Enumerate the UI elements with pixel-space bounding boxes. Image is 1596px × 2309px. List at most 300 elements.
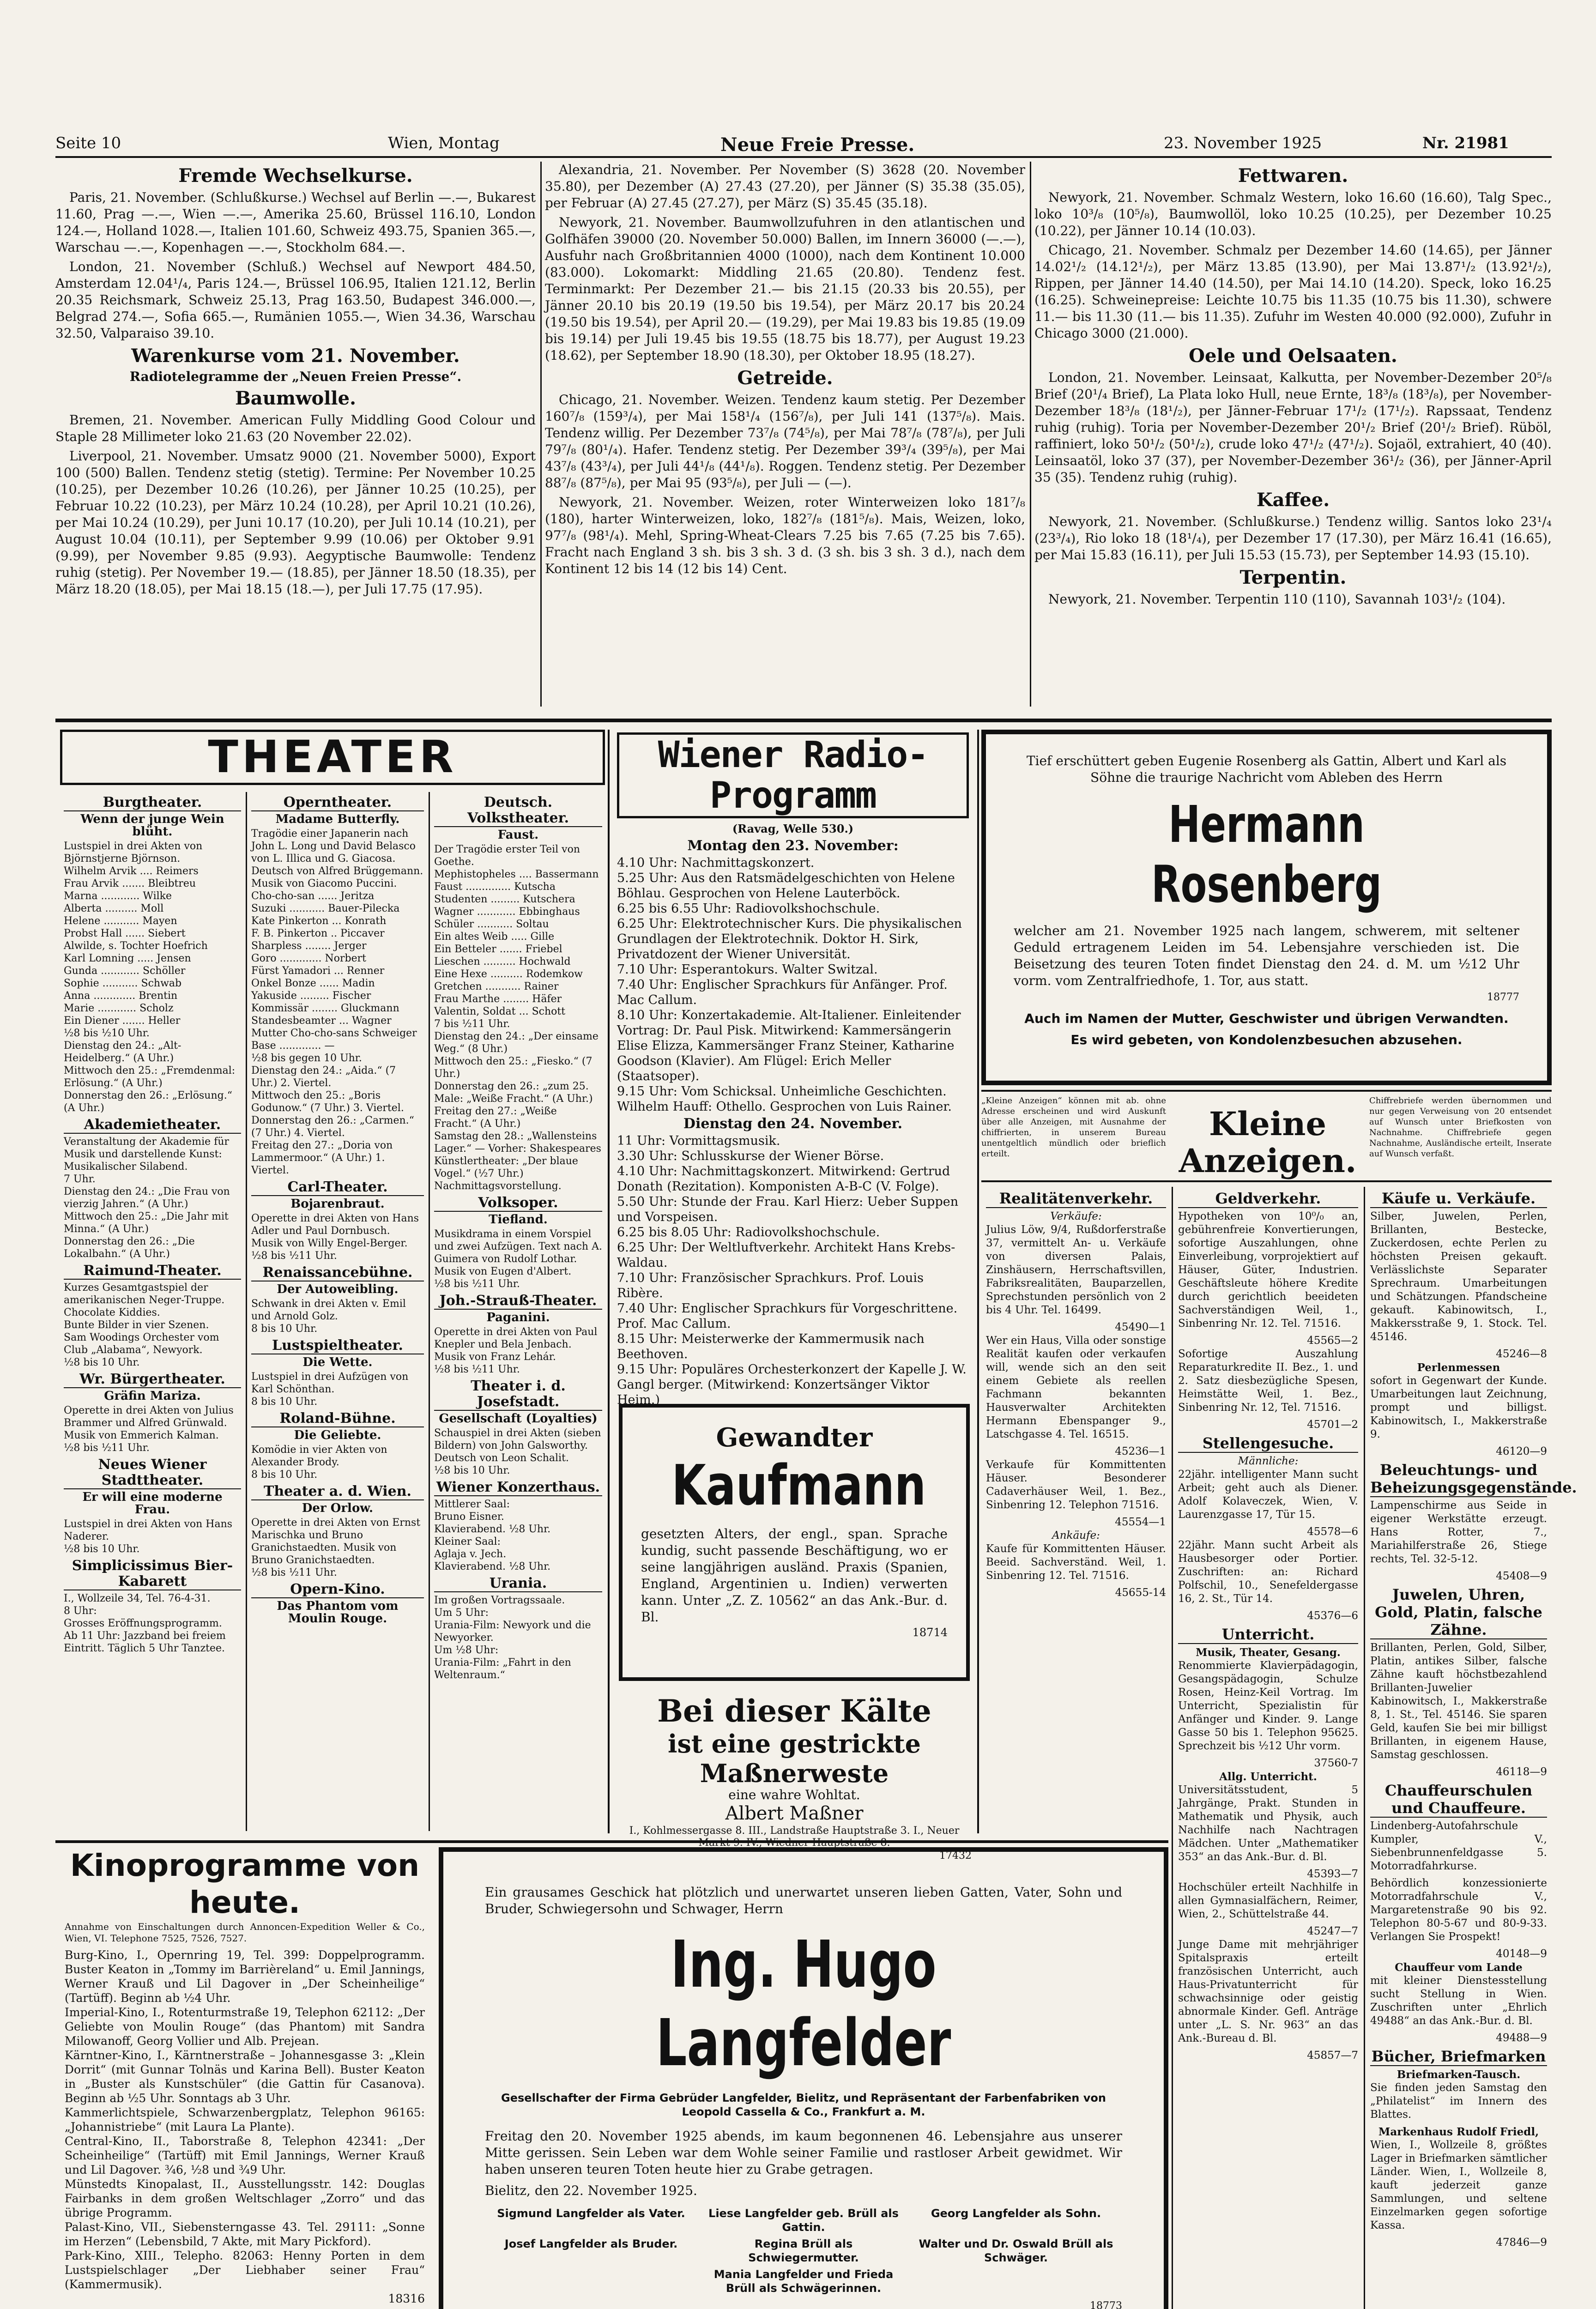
- theater-column-2: [248, 792, 428, 1840]
- ad-number: 45246—8: [1496, 1348, 1547, 1360]
- cast-line: Frau Arvik ....... Bleibtreu: [64, 878, 196, 889]
- obituary-place: Bielitz, den 22. November 1925.: [485, 2183, 697, 2198]
- theater-banner: THEATER: [60, 730, 605, 785]
- cast-line: Kurzes Gesamtgastspiel der amerikanischen Neger-Truppe.: [64, 1282, 225, 1306]
- cast-line: Veranstaltung der Akademie für Musik und darstellende Kunst:: [64, 1136, 230, 1160]
- ad-text: mit kleiner Dienstesstellung sucht Stellung in Wien. Zuschriften unter „Ehrlich 49488“ an das Ank.-Bur. d. Bl.: [1370, 1975, 1547, 2027]
- cast-line: Standesbeamter ... Wagner: [251, 1015, 392, 1027]
- cast-line: Probst Hall ...... Siebert: [64, 928, 186, 939]
- theater-name: Theater a. d. Wien.: [251, 1484, 424, 1500]
- paragraph: London, 21. November. Leinsaat, Kalkutta, per November-Dezember 20⁵/₈ Brief (20¹/₄ Brief), La Plata loko Hull, neue Ernte, 18³/₈ (18³/₈), per November-Dezember 18³/₈ (18¹/₂), per Jänner-Februar 17¹/₂ (17¹/₂). Rapssaat, Tendenz ruhig (ruhig). Toria per November-Dezember 20¹/₂ Brief (20¹/₂ Brief). Rüböl, raffiniert, loko 50¹/₂ (50¹/₂), crude loko 47¹/₂ (47¹/₂). Sojaöl, extrahiert, 40 (40). Leinsaatöl, loko 37 (37), per November-Dezember 36¹/₂ (36), per Jänner-April 35 (35). Tendenz ruhig (ruhig).: [1034, 370, 1552, 485]
- cast-list: [64, 840, 241, 1114]
- ad-number: 45393—7: [1307, 1868, 1358, 1880]
- cast-line: Lustspiel in drei Aufzügen von Karl Schönthan.: [251, 1371, 409, 1395]
- cast-line: Freitag den 27.: „Weiße Fracht.“ (A Uhr.): [434, 1106, 557, 1130]
- play-title: Gesellschaft (Loyalties): [439, 1412, 598, 1426]
- ad-text: gesetzten Alters, der engl., span. Sprache kundig, sucht passende Beschäftigung, wo er seine langjährigen ausländ. Praxis (Spanien, England, Argentinien u. Indien) verwerten kann. Unter „Z. Z. 10562“ an das Ank.-Bur. d. Bl.: [641, 1526, 948, 1625]
- cast-line: ½8 bis 10 Uhr.: [64, 1357, 140, 1368]
- cast-line: Musikalischer Silabend.: [64, 1161, 188, 1173]
- cast-line: Sophie ........... Schwab: [64, 978, 182, 989]
- cast-line: Onkel Bonze ...... Madin: [251, 978, 375, 989]
- section-heading: Baumwolle.: [235, 387, 356, 409]
- signature: Mania Langfelder und Frieda Brüll als Schwägerinnen.: [713, 2268, 894, 2295]
- radio-item: 7.10 Uhr: Französischer Sprachkurs. Prof. Louis Ribère.: [617, 1271, 924, 1300]
- theater-name: Simplicissimus Bier-Kabarett: [64, 1558, 241, 1590]
- kaufmann-ad: [619, 1404, 970, 1681]
- obituary-footer: Es wird gebeten, von Kondolenzbesuchen abzusehen.: [1070, 1032, 1463, 1047]
- cast-line: Tragödie einer Japanerin nach John L. Long und David Belasco von L. Illica und G. Giacosa. Deutsch von Alfred Brüggemann. Musik von Giacomo Puccini.: [251, 828, 423, 889]
- radio-day: Dienstag den 24. November.: [683, 1116, 903, 1132]
- cast-line: Ein Diener ....... Heller: [64, 1015, 181, 1027]
- ad-number: 45565—2: [1307, 1335, 1358, 1347]
- cast-line: Sharpless ........ Jerger: [251, 940, 367, 952]
- cast-line: Fürst Yamadori ... Renner: [251, 965, 385, 977]
- cast-line: Bruno Eisner.: [434, 1511, 504, 1523]
- cast-line: Dienstag den 24.: „Alt-Heidelberg.“ (A Uhr.): [64, 1040, 181, 1064]
- theater-name: Burgtheater.: [64, 795, 241, 811]
- section-heading: Terpentin.: [1239, 567, 1347, 588]
- radio-subtitle: (Ravag, Welle 530.): [732, 822, 854, 835]
- paragraph: London, 21. November (Schluß.) Wechsel auf Newport 484.50, Amsterdam 12.04¹/₄, Paris 124.—, Brüssel 106.95, Italien 121.12, Berlin 20.35 Reichsmark, Schweiz 25.13, Prag 163.50, Budapest 346.000.—, Belgrad 274.—, Sofia 665.—, Rumänien 1055.—, Wien 34.36, Warschau 32.50, Valparaiso 39.10.: [55, 259, 536, 341]
- market-column-3: [1034, 162, 1552, 716]
- small-ads-header: [981, 1090, 1552, 1182]
- column-rule: [608, 730, 610, 1833]
- paragraph: Bremen, 21. November. American Fully Middling Good Colour und Staple 28 Millimeter loko 21.63 (20 November 22.02).: [55, 412, 536, 444]
- ad-name: ist eine gestrickte Maßnerweste: [668, 1729, 921, 1788]
- cast-line: Urania-Film: „Fahrt in den Weltenraum.“: [434, 1657, 571, 1681]
- section-heading: Fremde Wechselkurse.: [178, 165, 413, 187]
- obituary-intro: Tief erschüttert geben Eugenie Rosenberg als Gattin, Albert und Karl als Söhne die traurige Nachricht vom Ableben des Herrn: [1026, 753, 1507, 785]
- cast-line: Gretchen ........... Rainer: [434, 981, 559, 992]
- ad-number: 45554—1: [1115, 1516, 1166, 1528]
- cast-line: F. B. Pinkerton .. Piccaver: [251, 928, 385, 939]
- radio-title: Wiener Radio-Programm: [617, 732, 969, 818]
- obituary-role: Gesellschafter der Firma Gebrüder Langfelder, Bielitz, und Repräsentant der Farbenfabriken von Leopold Cassella & Co., Frankfurt a. M.: [501, 2091, 1106, 2118]
- paragraph: Newyork, 21. November. Baumwollzufuhren in den atlantischen und Golfhäfen 39000 (20. November 50.000) Ballen, im Innern 36000 (—.—), Ausfuhr nach Großbritannien 4000 (1000), nach dem Kontinent 10.000 (83.000). Lokomarkt: Middling 21.65 (20.80). Tendenz fest. Terminmarkt: Per Dezember 21.— bis 21.15 (20.33 bis 20.55), per Jänner 20.10 bis 20.19 (19.50 bis 19.54), per März 20.17 bis 20.24 (19.50 bis 19.54), per April 20.— (19.29), per Mai 19.83 bis 19.85 (19.09 bis 19.14) per Juli 19.45 bis 19.55 (18.75 bis 18.77), per August 19.23 (18.62), per September 18.90 (18.30), per Oktober 18.95 (18.27).: [545, 215, 1025, 363]
- cast-line: Freitag den 27.: „Doria von Lammermoor.“ (A Uhr.) 1. Viertel.: [251, 1140, 393, 1176]
- paragraph: Newyork, 21. November. Terpentin 110 (110), Savannah 103¹/₂ (104).: [1048, 592, 1506, 607]
- paper-title: Neue Freie Presse.: [720, 134, 915, 156]
- cinema-intro: Annahme von Einschaltungen durch Annoncen-Expedition Weller & Co., Wien, VI. Telephone 7525, 7526, 7527.: [65, 1921, 425, 1944]
- ad-text: Wer ein Haus, Villa oder sonstige Realität kaufen oder verkaufen will, wende sich an den seit einem Gebiete als reellen Fachmann bekannten Hausverwalter Architekten Hermann Ebenspanger 9., Latschgasse 4. Tel. 16515.: [986, 1335, 1166, 1440]
- theater-name: Carl-Theater.: [251, 1179, 424, 1196]
- cast-line: Alberta .......... Moll: [64, 903, 164, 914]
- ad-text: Verkaufe für Kommittenten Häuser. Besonderer Cadaverhäuser Weil, 1. Bez., Sinbenring 12. Telephon 71516.: [986, 1459, 1166, 1511]
- cast-line: Kleiner Saal:: [434, 1536, 501, 1547]
- cast-line: Sam Woodings Orchester vom Club „Alabama“, Newyork.: [64, 1332, 219, 1356]
- obituary-number: 18773: [1090, 2300, 1122, 2309]
- ad-heading: Bei dieser Kälte: [657, 1693, 931, 1729]
- play-title: Bojarenbraut.: [290, 1197, 385, 1211]
- cast-line: Ab 11 Uhr: Jazzband bei freiem Eintritt. Täglich 5 Uhr Tanztee.: [64, 1630, 226, 1654]
- cinema-item: Burg-Kino, I., Opernring 19, Tel. 399: Doppelprogramm. Buster Keaton in „Tommy im Barrièreland“ u. Emil Jannings, Werner Krauß und Lil Dagover in „Der Scheinheilige“ (Tartüff). Beginn ab ½4 Uhr.: [65, 1948, 425, 2005]
- massner-ad: [614, 1690, 974, 1862]
- realty-column: [981, 1187, 1171, 1833]
- play-title: Madame Butterfly.: [275, 812, 400, 826]
- cast-line: Um ½8 Uhr:: [434, 1644, 499, 1656]
- cast-line: Wagner ............ Ebbinghaus: [434, 906, 580, 918]
- ad-number: 45236—1: [1115, 1445, 1166, 1457]
- theater-name: Urania.: [434, 1576, 602, 1592]
- radio-item: 8.15 Uhr: Meisterwerke der Kammermusik nach Beethoven.: [617, 1332, 925, 1361]
- ad-number: 45490—1: [1115, 1321, 1166, 1333]
- cinema-programs: [60, 1847, 429, 2309]
- theater-column-1: [60, 792, 245, 1840]
- cast-line: Schwank in drei Akten v. Emil und Arnold Golz.: [251, 1298, 406, 1322]
- cast-list: [64, 1404, 241, 1454]
- theater-name: Renaissancebühne.: [251, 1265, 424, 1281]
- radio-item: 8.10 Uhr: Konzertakademie. Alt-Italiener. Einleitender Vortrag: Dr. Paul Pisk. Mitwirkend: Kammersängerin Elise Elizza, Kammersänger Franz Steiner, Katharine Goodson (Klavier). Am Flügel: Erich Meller (Staatsoper).: [617, 1008, 961, 1083]
- paragraph: Newyork, 21. November. Weizen, roter Winterweizen loko 181⁷/₈ (180), harter Winterweizen, loko, 182⁷/₈ (181⁵/₈). Mais, Weizen, loko, 97⁷/₈ (98¹/₄). Mehl, Spring-Wheat-Clears 7.25 bis 7.65 (7.25 bis 7.65). Fracht nach England 3 sh. bis 3 sh. 3 d. (3 sh. bis 3 sh. 3 d.), nach dem Kontinent 12 bis 14 (12 bis 14) Cent.: [545, 495, 1025, 576]
- ad-number: 45655-14: [1115, 1587, 1166, 1599]
- market-column-1: [55, 162, 536, 716]
- ad-number: 40148—9: [1496, 1948, 1547, 1960]
- cast-line: 7 Uhr.: [64, 1173, 96, 1185]
- theater-name: Roland-Bühne.: [251, 1411, 424, 1427]
- obituary-text: Freitag den 20. November 1925 abends, im kaum begonnenen 46. Lebensjahre aus unserer Mitte gerissen. Sein Leben war dem Wohle seiner Familie und rastloser Arbeit gewidmet. Wir haben unseren teuren Toten heute hier zu Grabe getragen.: [485, 2128, 1122, 2177]
- ad-text: 22jähr. Mann sucht Arbeit als Hausbesorger oder Portier. Zuschriften: an: Richard Polfschil, 10., Senefeldergasse 16, 2. St., Tür 14.: [1178, 1539, 1358, 1605]
- category-heading: Geldverkehr.: [1178, 1190, 1358, 1208]
- cast-line: Schauspiel in drei Akten (sieben Bildern) von John Galsworthy. Deutsch von Leon Schalit.: [434, 1427, 601, 1464]
- cast-line: ½8 bis ½11 Uhr.: [434, 1278, 520, 1290]
- cast-line: Marna ............ Wilke: [64, 890, 172, 902]
- paragraph: Alexandria, 21. November. Per November (S) 3628 (20. November 35.80), per Dezember (A) 27.43 (27.20), per Jänner (S) 35.38 (35.05), per Februar (A) 27.45 (27.27), per März (S) 35.45 (35.18).: [545, 162, 1025, 211]
- category-subheading: Männliche:: [1238, 1455, 1299, 1467]
- cast-line: Mittwoch den 25.: „Boris Godunow.“ (7 Uhr.) 3. Viertel.: [251, 1090, 404, 1114]
- ad-text: Wien, I., Wollzeile 8, größtes Lager in Briefmarken sämtlicher Länder. Wien, I., Wollzeile 8, kauft jederzeit ganze Sammlungen, und seltene Einzelmarken gegen sofortige Kassa.: [1370, 2139, 1547, 2231]
- cast-list: [64, 1518, 241, 1555]
- cast-line: Donnerstag den 26.: „Die Lokalbahn.“ (A Uhr.): [64, 1236, 195, 1260]
- cast-line: Ein altes Weib ..... Gille: [434, 931, 555, 943]
- paragraph: Newyork, 21. November. Schmalz Western, loko 16.60 (16.60), Talg Spec., loko 10³/₈ (10⁵/₈), Baumwollöl, loko 10.25 (10.25), per Dezember 10.25 (10.22), per Jänner 10.14 (10.03).: [1034, 190, 1552, 238]
- ad-text: Hypotheken von 10⁰/₀ an, gebührenfreie Konvertierungen, sofortige Auszahlungen, ohne Einverleibung, vorprojektiert auf Häuser, Güter, Industrien. Geschäftsleute höhere Kredite durch gerichtlich beeideten Sachverständigen Weil, 1., Sinbenring Nr. 12. Tel. 71516.: [1178, 1210, 1358, 1330]
- issue-date: 23. November 1925: [1164, 134, 1322, 152]
- category-subheading: Ankäufe:: [1052, 1529, 1100, 1541]
- radio-item: 6.25 Uhr: Der Weltluftverkehr. Architekt Hans Krebs-Waldau.: [617, 1240, 955, 1270]
- category-heading: Beleuchtungs- und Beheizungsgegenstände.: [1370, 1461, 1577, 1496]
- ad-text: Sofortige Auszahlung Reparaturkredite II. Bez., 1. und 2. Satz diesbezügliche Spesen, Heimstätte Weil, 1. Bez., Sinbenring Nr. 12, Tel. 71516.: [1178, 1348, 1358, 1414]
- ad-number: 46120—9: [1496, 1445, 1547, 1457]
- column-rule: [977, 730, 979, 1833]
- category-heading: Realitätenverkehr.: [986, 1190, 1166, 1208]
- cast-line: 8 bis 10 Uhr.: [251, 1469, 318, 1481]
- paragraph: Liverpool, 21. November. Umsatz 9000 (21. November 5000), Export 100 (500) Ballen. Tendenz stetig (stetig). Termine: Per November 10.25 (10.25), per Dezember 10.26 (10.26), per Jänner 10.25 (10.25), per Februar 10.22 (10.23), per März 10.24 (10.28), per April 10.21 (10.26), per Mai 10.24 (10.29), per Juni 10.17 (10.20), per Juli 10.14 (10.21), per August 10.04 (10.11), per September 9.99 (10.06) per Oktober 9.91 (9.99), per November 9.85 (9.93). Aegyptische Baumwolle: Tendenz ruhig (stetig). Per November 19.— (18.85), per Jänner 18.50 (18.35), per März 18.20 (18.05), per Mai 18.15 (18.—), per Juli 17.75 (17.95).: [55, 448, 536, 597]
- cast-line: Dienstag den 24.: „Der einsame Weg.“ (8 Uhr.): [434, 1031, 598, 1055]
- cinema-item: Münstedts Kinopalast, II., Ausstellungsstr. 142: Douglas Fairbanks in dem großen Weltschlager „Zorro“ und das übrige Programm.: [65, 2177, 425, 2219]
- radio-item: 5.50 Uhr: Stunde der Frau. Karl Hierz: Ueber Suppen und Vorspeisen.: [617, 1195, 959, 1224]
- theater-name: Lustspieltheater.: [251, 1338, 424, 1354]
- money-column: [1173, 1187, 1363, 2309]
- ad-number: 49488—9: [1496, 2032, 1547, 2044]
- cinema-item: Imperial-Kino, I., Rotenturmstraße 19, Telephon 62112: „Der Geliebte von Moulin Rouge“ (das Phantom) mit Sandra Milowanoff, Georg Vollier und Alb. Prejean.: [65, 2006, 425, 2048]
- cast-line: Kate Pinkerton ... Konrath: [251, 915, 387, 927]
- cast-line: ½8 bis 10 Uhr.: [64, 1543, 140, 1555]
- cast-line: Mephistopheles .... Bassermann: [434, 869, 599, 880]
- theater-name: Deutsch. Volkstheater.: [434, 795, 602, 827]
- cast-line: Mittwoch den 25.: „Die Jahr mit Minna.“ (A Uhr.): [64, 1211, 229, 1235]
- cast-line: Faust .............. Kutscha: [434, 881, 556, 893]
- cast-line: Komödie in vier Akten von Alexander Brody.: [251, 1444, 387, 1468]
- radio-list: [617, 1133, 969, 1408]
- cast-list: [434, 1498, 602, 1573]
- category-subheading: Musik, Theater, Gesang.: [1196, 1646, 1341, 1659]
- cast-line: 8 Uhr:: [64, 1605, 97, 1617]
- cast-line: Schüler ........... Soltau: [434, 919, 549, 930]
- play-title: Gräfin Mariza.: [104, 1389, 201, 1403]
- category-heading: Stellengesuche.: [1178, 1434, 1358, 1453]
- paragraph: Paris, 21. November. (Schlußkurse.) Wechsel auf Berlin —.—, Bukarest 11.60, Prag —.—, Wien —.—, Amerika 25.60, Brüssel 116.10, London 124.—, Holland 1028.—, Italien 101.60, Schweiz 493.75, Spanien 365.—, Warschau —.—, Kopenhagen —.—, Stockholm 684.—.: [55, 190, 536, 255]
- cast-line: Gunda ............ Schöller: [64, 965, 186, 977]
- cast-line: Karl Lomning ..... Jensen: [64, 953, 191, 964]
- column-rule: [1030, 162, 1031, 707]
- cast-line: Frau Marthe ........ Häfer: [434, 993, 562, 1005]
- theater-name: Raimund-Theater.: [64, 1263, 241, 1280]
- section-heading: Kaffee.: [1256, 489, 1330, 511]
- obituary-rosenberg: [981, 730, 1552, 1085]
- cinema-title: Kinoprogramme von heute.: [70, 1848, 420, 1920]
- ad-number: 18316: [388, 2292, 425, 2305]
- cast-line: Klavierabend. ½8 Uhr.: [434, 1561, 551, 1572]
- ad-heading: Gewandter: [716, 1422, 873, 1453]
- theater-name: Wr. Bürgertheater.: [64, 1372, 241, 1388]
- ad-text: Universitätsstudent, 5 Jahrgänge, Prakt. Stunden in Mathematik und Physik, auch Nachhilfe nach Nachtragen Mädchen. Unter „Mathematiker 353“ an das Ank.-Bur. d. Bl.: [1178, 1784, 1358, 1863]
- cast-list: [251, 1212, 424, 1262]
- cast-line: ½8 bis ½10 Uhr.: [64, 1028, 150, 1039]
- category-subheading: Verkäufe:: [1050, 1210, 1102, 1222]
- market-column-2: [545, 162, 1025, 716]
- cast-line: 7 bis ½11 Uhr.: [434, 1018, 510, 1030]
- cast-line: ½8 bis gegen 10 Uhr.: [251, 1052, 362, 1064]
- small-ads-note: „Kleine Anzeigen“ können mit ab. ohne Adresse erscheinen und wird Auskunft über alle Anzeigen, mit Ausnahme der chiffrierten, in unserem Bureau unentgeltlich mündlich oder brieflich erteilt.: [981, 1096, 1166, 1159]
- cast-list: [64, 1281, 241, 1369]
- ad-text: Julius Löw, 9/4, Rußdorferstraße 37, vermittelt An- u. Verkäufe von diversen Palais, Zinshäusern, Herrschaftsvillen, Fabriksrealitäten, Bauparzellen, Sprechstunden persönlich von 2 bis 4 Uhr. Tel. 16499.: [986, 1224, 1166, 1316]
- signature: Georg Langfelder als Sohn.: [931, 2207, 1101, 2220]
- ad-text: Silber, Juwelen, Perlen, Brillanten, Bestecke, Zuckerdosen, echte Perlen zu höchsten Preisen gekauft. Verlässlichste Separater Sprechraum. Umarbeitungen und Schätzungen. Pfandscheine gekauft. Kabinowitsch, I., Makkersstraße 9, 1. Stock. Tel. 45146.: [1370, 1210, 1547, 1343]
- obituary-name: Ing. Hugo Langfelder: [656, 1927, 951, 2081]
- column-rule: [540, 162, 542, 707]
- cast-list: [251, 1298, 424, 1335]
- paragraph: Chicago, 21. November. Weizen. Tendenz kaum stetig. Per Dezember 160⁷/₈ (159³/₄), per Mai 158¹/₄ (156⁷/₈), per Juli 141 (137⁵/₈). Mais. Tendenz willig. Per Dezember 73⁷/₈ (74⁵/₈), per Mai 78⁷/₈ (78⁷/₈), per Juli 79⁷/₈ (80¹/₄). Hafer. Tendenz stetig. Per Dezember 39³/₄ (39⁵/₈), per Mai 43⁷/₈ (43³/₄), per Juli 44¹/₈ (44¹/₈). Roggen. Tendenz stetig. Per Dezember 88⁷/₈ (87⁵/₈), per Mai 95 (93⁵/₈), per Juli — (—).: [545, 392, 1025, 490]
- header-rule: [55, 156, 1552, 158]
- theater-name: Theater i. d. Josefstadt.: [434, 1378, 602, 1411]
- section-rule: [55, 719, 1552, 722]
- cast-line: Urania-Film: Newyork und die Newyorker.: [434, 1620, 591, 1644]
- category-subheading: Allg. Unterricht.: [1219, 1771, 1317, 1783]
- category-heading: Bücher, Briefmarken: [1370, 2048, 1547, 2066]
- theater-name: Opern-Kino.: [251, 1582, 424, 1598]
- ad-number: 45701—2: [1307, 1419, 1358, 1431]
- signature: Walter und Dr. Oswald Brüll als Schwäger.: [919, 2237, 1113, 2264]
- radio-item: 7.40 Uhr: Englischer Sprachkurs für Anfänger. Prof. Mac Callum.: [617, 978, 948, 1007]
- cinema-item: Kärntner-Kino, I., Kärntnerstraße – Johannesgasse 3: „Klein Dorrit“ (mit Gunnar Tolnäs und Karina Bell). Buster Keaton in „Buster als Kunstschüler“ (die Gattin für Casanova). Beginn ab ½5 Uhr. Sonntags ab 3 Uhr.: [65, 2049, 425, 2105]
- radio-item: 9.15 Uhr: Vom Schicksal. Unheimliche Geschichten. Wilhelm Hauff: Othello. Gesprochen von Luis Rainer.: [617, 1084, 952, 1114]
- cast-line: Grosses Eröffnungsprogramm.: [64, 1618, 222, 1629]
- cast-line: Studenten ......... Kutschera: [434, 894, 575, 905]
- cast-line: Um 5 Uhr:: [434, 1607, 489, 1619]
- cast-line: Dienstag den 24.: „Die Frau von vierzig Jahren.“ (A Uhr.): [64, 1186, 230, 1210]
- ad-heading: Markenhaus Rudolf Friedl,: [1378, 2126, 1539, 2138]
- cast-line: Chocolate Kiddies.: [64, 1307, 160, 1318]
- obituary-name: Hermann Rosenberg: [1151, 795, 1382, 914]
- ad-number: 46118—9: [1496, 1766, 1547, 1778]
- cinema-item: Central-Kino, II., Taborstraße 8, Telephon 42341: „Der Scheinheilige“ (Tartüff) mit Emil Jannings, Werner Krauß und Lil Dagover. ¾6, ½8 und ¾9 Uhr.: [65, 2134, 425, 2176]
- radio-item: 6.25 bis 8.05 Uhr: Radiovolkshochschule.: [617, 1225, 880, 1239]
- cast-line: Cho-cho-san ...... Jeritza: [251, 890, 375, 902]
- cast-line: Valentin, Soldat ... Schott: [434, 1006, 566, 1017]
- category-heading: Chauffeurschulen und Chauffeure.: [1370, 1782, 1547, 1818]
- cast-line: Suzuki ........... Bauer-Pilecka: [251, 903, 400, 914]
- cast-line: Dienstag den 24.: „Aida.“ (7 Uhr.) 2. Viertel.: [251, 1065, 396, 1089]
- paragraph: Chicago, 21. November. Schmalz per Dezember 14.60 (14.65), per Jänner 14.02¹/₂ (14.12¹/₂), per März 13.85 (13.90), per Mai 13.87¹/₂ (13.92¹/₂), Rippen, per Jänner 14.40 (14.50), per Mai 14.10 (14.20). Speck, loko 16.25 (16.25). Schweinepreise: Leichte 10.75 bis 11.35 (10.75 bis 11.30), schwere 11.— bis 11.30 (11.— bis 11.35). Zufuhr im Westen 40.000 (92.000), Zufuhr in Chicago 3000 (21.000).: [1034, 242, 1552, 341]
- play-title: Das Phantom vom Moulin Rouge.: [277, 1599, 399, 1626]
- theater-name: Wiener Konzerthaus.: [434, 1480, 602, 1496]
- cinema-item: Palast-Kino, VII., Siebensterngasse 43. Tel. 29111: „Sonne im Herzen“ (Lebensbild, 7 Akte, mit Mary Pickford).: [65, 2220, 425, 2248]
- theater-name: Akademietheater.: [64, 1117, 241, 1134]
- section-heading: Warenkurse vom 21. November.: [131, 345, 460, 367]
- ad-text: Behördlich konzessionierte Motorradfahrschule V., Margaretenstraße 90 bis 92. Telephon 80-5-67 und 80-9-33. Verlangen Sie Prospekt!: [1370, 1877, 1547, 1943]
- ad-text: Lindenberg-Autofahrschule Kumpler, V., Siebenbrunnenfeldgasse 5. Motorradfahrkurse.: [1370, 1820, 1547, 1872]
- section-heading: Oele und Oelsaaten.: [1189, 345, 1397, 367]
- section-heading: Getreide.: [737, 367, 833, 389]
- cast-line: 8 bis 10 Uhr.: [251, 1323, 318, 1335]
- cast-list: [434, 1326, 602, 1376]
- cast-line: Helene ........... Mayen: [64, 915, 177, 927]
- cast-line: Operette in drei Akten von Paul Knepler und Bela Jenbach. Musik von Franz Lehár.: [434, 1326, 598, 1363]
- radio-item: 3.30 Uhr: Schlusskurse der Wiener Börse.: [617, 1149, 884, 1163]
- signature: Josef Langfelder als Bruder.: [504, 2237, 678, 2250]
- radio-list: [617, 855, 969, 1114]
- cast-line: Donnerstag den 26.: „zum 25. Male: „Weiße Fracht.“ (A Uhr.): [434, 1081, 593, 1105]
- cinema-list: [65, 1948, 425, 2291]
- cast-line: Klavierabend. ½8 Uhr.: [434, 1523, 551, 1535]
- cast-line: Mittlerer Saal:: [434, 1499, 510, 1510]
- cast-list: [64, 1136, 241, 1260]
- play-title: Tiefland.: [489, 1213, 548, 1227]
- signature: Liese Langfelder geb. Brüll als Gattin.: [708, 2207, 899, 2234]
- cast-line: Aglaja v. Jech.: [434, 1548, 507, 1560]
- cast-line: I., Wollzeile 34, Tel. 76-4-31.: [64, 1593, 211, 1604]
- ad-text: Kaufe für Kommittenten Häuser. Beeid. Sachverständ. Weil, 1. Sinbenring 12. Tel. 71516.: [986, 1543, 1166, 1582]
- cast-line: Wilhelm Arvik .... Reimers: [64, 865, 199, 877]
- cast-line: Base ............. —: [251, 1040, 335, 1052]
- play-title: Wenn der junge Wein blüht.: [80, 812, 224, 839]
- page-header: [55, 134, 1552, 154]
- theater-name: Volksoper.: [434, 1195, 602, 1212]
- column-rule: [246, 792, 247, 1831]
- cast-list: [434, 1228, 602, 1290]
- cast-line: Donnerstag den 26.: „Carmen.“ (7 Uhr.) 4. Viertel.: [251, 1115, 414, 1139]
- cast-line: Kommissär ........ Gluckmann: [251, 1003, 399, 1014]
- ad-number: 45376—6: [1307, 1610, 1358, 1622]
- ad-number: 17432: [939, 1850, 972, 1862]
- ad-text: Lampenschirme aus Seide in eigener Werkstätte erzeugt. Hans Rotter, 7., Mariahilferstraße 26, Stiege rechts, Tel. 32-5-12.: [1370, 1499, 1547, 1565]
- ad-name: Kaufmann: [671, 1454, 926, 1518]
- cast-list: [434, 1427, 602, 1477]
- cast-line: ½8 bis 10 Uhr.: [434, 1465, 510, 1476]
- theater-name: Operntheater.: [251, 795, 424, 811]
- cast-line: Goro ............. Norbert: [251, 953, 366, 964]
- small-ads-title: Kleine Anzeigen.: [1179, 1105, 1357, 1180]
- cinema-item: Kammerlichtspiele, Schwarzenbergplatz, Telephon 96165: „Johannistriebe“ (mit Laura La Plante).: [65, 2106, 425, 2134]
- ad-text: Hochschüler erteilt Nachhilfe in allen Gymnasialfächern, Reimer, Wien, 2., Schüttelstraße 44.: [1178, 1881, 1358, 1920]
- radio-item: 6.25 bis 6.55 Uhr: Radiovolkshochschule.: [617, 901, 880, 916]
- theater-name: Neues Wiener Stadttheater.: [64, 1457, 241, 1489]
- cast-list: [251, 1371, 424, 1408]
- cast-line: ½8 bis ½11 Uhr.: [434, 1364, 520, 1375]
- play-title: Die Wette.: [302, 1355, 373, 1369]
- ad-text: sofort in Gegenwart der Kunde. Umarbeitungen laut Zeichnung, prompt und billigst. Kabinowitsch, I., Makkerstraße 9.: [1370, 1375, 1547, 1440]
- obituary-footer: Auch im Namen der Mutter, Geschwister und übrigen Verwandten.: [1024, 1011, 1509, 1026]
- play-title: Die Geliebte.: [294, 1428, 381, 1442]
- cast-list: [64, 1592, 241, 1655]
- cast-list: [434, 843, 602, 1192]
- radio-item: 7.10 Uhr: Esperantokurs. Walter Switzal.: [617, 962, 878, 977]
- radio-item: 4.10 Uhr: Nachmittagskonzert. Mitwirkend: Gertrud Donath (Rezitation). Komponisten A-B-C (V. Folge).: [617, 1164, 950, 1194]
- cast-line: Lieschen .......... Hochwald: [434, 956, 571, 967]
- cast-list: [251, 1517, 424, 1579]
- section-subheading: Radiotelegramme der „Neuen Freien Presse“.: [129, 369, 462, 384]
- cast-line: Bunte Bilder in vier Szenen.: [64, 1319, 209, 1331]
- section-heading: Fettwaren.: [1238, 165, 1348, 187]
- cast-line: Marie ............ Scholz: [64, 1003, 174, 1014]
- ad-subtitle: eine wahre Wohltat.: [728, 1787, 860, 1802]
- cast-line: Mutter Cho-cho-sans Schweiger: [251, 1028, 417, 1039]
- cast-line: Lustspiel in drei Akten von Hans Naderer.: [64, 1518, 233, 1542]
- radio-item: 11 Uhr: Vormittagsmusik.: [617, 1134, 780, 1148]
- cast-line: Der Tragödie erster Teil von Goethe.: [434, 844, 580, 868]
- radio-item: 5.25 Uhr: Aus den Ratsmädelgeschichten von Helene Böhlau. Gesprochen von Helene Lauterböck.: [617, 871, 955, 901]
- page-number: Seite 10: [55, 134, 121, 152]
- ad-number: 18714: [912, 1626, 948, 1639]
- cast-line: 8 bis 10 Uhr.: [251, 1396, 318, 1408]
- cast-line: Lustspiel in drei Akten von Björnstjerne Björnson.: [64, 840, 203, 864]
- cast-list: [251, 1444, 424, 1481]
- obituary-langfelder: [439, 1847, 1168, 2309]
- ad-address: I., Kohlmessergasse 8. III., Landstraße Hauptstraße 3. I., Neuer: [629, 1825, 960, 1837]
- ad-firm: Albert Maßner: [725, 1803, 864, 1824]
- cast-line: Ein Betteler ....... Friebel: [434, 943, 562, 955]
- category-heading: Juwelen, Uhren, Gold, Platin, falsche Zähne.: [1370, 1586, 1547, 1639]
- cast-line: Donnerstag den 26.: „Erlösung.“ (A Uhr.): [64, 1090, 232, 1114]
- ad-number: 45578—6: [1307, 1526, 1358, 1538]
- ad-number: 47846—9: [1496, 2236, 1547, 2249]
- column-rule: [1364, 1187, 1365, 2309]
- ad-heading: Perlenmessen: [1417, 1361, 1500, 1374]
- cast-line: ½8 bis ½11 Uhr.: [251, 1567, 337, 1578]
- obituary-number: 18777: [1487, 991, 1519, 1003]
- cast-line: Samstag den 28.: „Wallensteins Lager.“ — Vorher: Shakespeares Künstlertheater: „Der blaue Vogel.“ (½7 Uhr.) Nachmittagsvorstellung.: [434, 1130, 601, 1192]
- cast-list: [251, 828, 424, 1177]
- obituary-text: welcher am 21. November 1925 nach langem, schwerem, mit seltener Geduld ertragenem Leiden im 54. Lebensjahre verschieden ist. Die Beisetzung des teuren Toten findet Dienstag den 24. d. M. um ½12 Uhr vorm. vom Zentralfriedhofe, 1. Tor, aus statt.: [1014, 923, 1519, 988]
- section-rule: [55, 1840, 1168, 1843]
- cast-line: Alwilde, s. Tochter Hoefrich: [64, 940, 208, 952]
- cast-line: Operette in drei Akten von Julius Brammer und Alfred Grünwald. Musik von Emmerich Kalman.: [64, 1405, 234, 1441]
- ad-heading: Chauffeur vom Lande: [1395, 1961, 1523, 1974]
- radio-item: 9.15 Uhr: Populäres Orchesterkonzert der Kapelle J. W. Gangl berger. (Mitwirkend: Konzertsänger Viktor Heim.): [617, 1362, 967, 1407]
- cast-line: ½8 bis ½11 Uhr.: [64, 1442, 150, 1454]
- issue-number: Nr. 21981: [1422, 134, 1509, 152]
- paragraph: Newyork, 21. November. (Schlußkurse.) Tendenz willig. Santos loko 23¹/₄ (23³/₄), Rio loko 18 (18¹/₄), per Dezember 17 (17.30), per März 16.41 (16.65), per Mai 15.83 (16.11), per Juli 15.53 (15.73), per September 14.93 (15.10).: [1034, 514, 1552, 562]
- ad-text: 22jähr. intelligenter Mann sucht Arbeit; geht auch als Diener. Adolf Kolaveczek, Wien, V. Laurenzgasse 17, Tür 15.: [1178, 1469, 1358, 1521]
- cast-line: Operette in drei Akten von Hans Adler und Paul Dornbusch. Musik von Willy Engel-Berger.: [251, 1213, 419, 1249]
- cast-line: Anna ............. Brentin: [64, 990, 178, 1002]
- obituary-intro: Ein grausames Geschick hat plötzlich und unerwartet unseren lieben Gatten, Vater, Sohn und Bruder, Schwiegersohn und Schwager, Herrn: [485, 1885, 1122, 1916]
- ad-text: Renommierte Klavierpädagogin, Gesangspädagogin, Schulze Rosen, Heinz-Keil Vortrag. Im Unterricht, Spezialistin für Anfänger und Kinder. 9. Lange Gasse 50 bis 1. Telephon 95625. Sprechzeit bis ½12 Uhr vorm.: [1178, 1660, 1358, 1752]
- category-heading: Unterricht.: [1178, 1626, 1358, 1644]
- theater-column-3: [430, 792, 606, 1840]
- ad-number: 45857—7: [1307, 2049, 1358, 2061]
- cast-line: Yakuside ......... Fischer: [251, 990, 371, 1002]
